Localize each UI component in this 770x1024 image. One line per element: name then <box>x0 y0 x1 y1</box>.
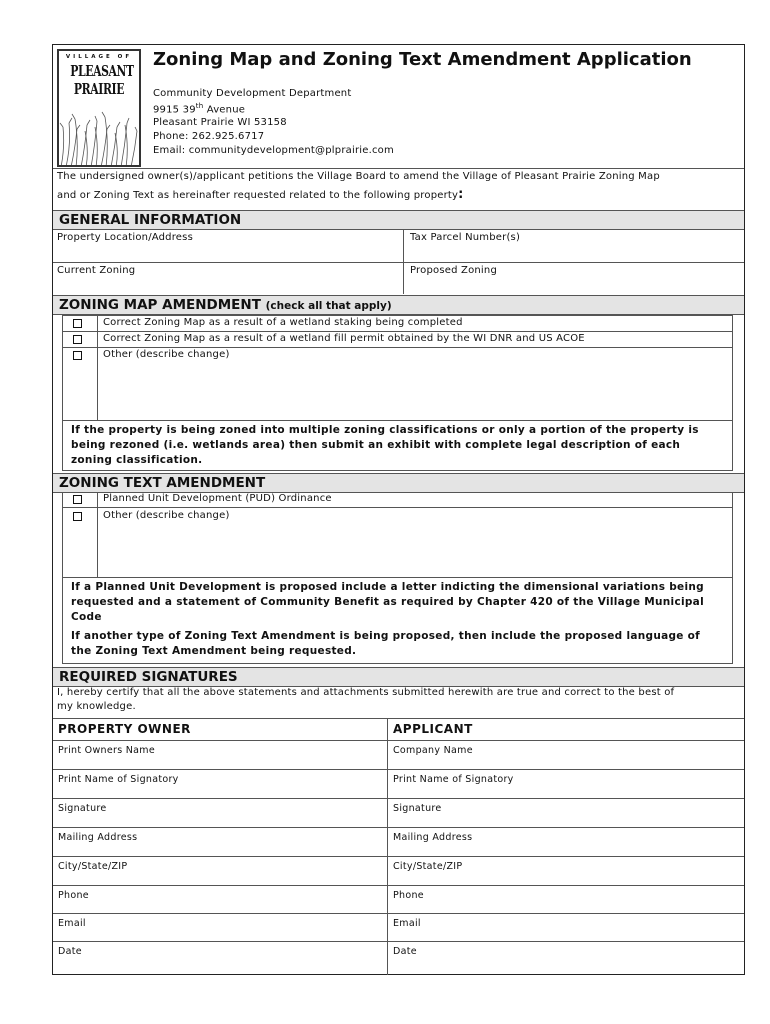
divider <box>53 718 744 719</box>
page-title: Zoning Map and Zoning Text Amendment Application <box>153 49 692 70</box>
text-note1-line-1: If a Planned Unit Development is proposed include a letter indicting the dimensional variations being <box>71 581 704 593</box>
applicant-phone-label: Phone <box>393 890 424 901</box>
map-option-label-2: Correct Zoning Map as a result of a wetland fill permit obtained by the WI DNR and US ACOE <box>103 333 585 344</box>
owner-signatory-field[interactable] <box>53 770 387 798</box>
applicant-email-label: Email <box>393 918 421 929</box>
general-info-heading: GENERAL INFORMATION <box>53 210 744 230</box>
divider <box>63 420 732 421</box>
applicant-city-state-zip-field[interactable] <box>388 857 744 885</box>
owner-email-label: Email <box>58 918 86 929</box>
map-amendment-box <box>62 315 733 471</box>
applicant-company-name-label: Company Name <box>393 745 473 756</box>
certify-line-1: I, hereby certify that all the above statements and attachments submitted herewith are true and correct to the best of <box>57 687 675 698</box>
owner-city-state-zip-label: City/State/ZIP <box>58 861 128 872</box>
map-note-line-2: being rezoned (i.e. wetlands area) then submit an exhibit with complete legal description of each <box>71 439 681 451</box>
owner-print-name-label: Print Owners Name <box>58 745 155 756</box>
logo-village-of: VILLAGE OF <box>65 54 133 60</box>
applicant-company-name-field[interactable] <box>388 741 744 769</box>
applicant-signature-field[interactable] <box>388 799 744 827</box>
text-note2-line-2: the Zoning Text Amendment being requested. <box>71 645 357 657</box>
text-amendment-box <box>62 492 733 664</box>
applicant-signatory-field[interactable] <box>388 770 744 798</box>
map-option-label-1: Correct Zoning Map as a result of a wetland staking being completed <box>103 317 463 328</box>
dept-address-street: 9915 39th Avenue <box>153 102 246 116</box>
text-other-description-field[interactable] <box>98 524 732 576</box>
current-zoning-field[interactable] <box>53 263 403 294</box>
text-option-label-other: Other (describe change) <box>103 510 230 521</box>
applicant-mailing-address-label: Mailing Address <box>393 832 473 843</box>
owner-mailing-address-field[interactable] <box>53 828 387 856</box>
text-note1-line-2: requested and a statement of Community Benefit as required by Chapter 420 of the Village Municipal <box>71 596 704 608</box>
map-option-checkbox-1[interactable] <box>73 319 82 328</box>
map-option-checkbox-2[interactable] <box>73 335 82 344</box>
owner-signature-field[interactable] <box>53 799 387 827</box>
owner-phone-field[interactable] <box>53 886 387 913</box>
owner-heading: PROPERTY OWNER <box>58 722 191 736</box>
applicant-email-field[interactable] <box>388 914 744 941</box>
applicant-date-label: Date <box>393 946 417 957</box>
owner-signature-label: Signature <box>58 803 107 814</box>
dept-phone: Phone: 262.925.6717 <box>153 131 265 142</box>
intro-line-2: and or Zoning Text as hereinafter requested related to the following property: <box>57 187 464 202</box>
divider <box>53 168 744 169</box>
map-amendment-heading: ZONING MAP AMENDMENT (check all that apply) <box>53 295 744 315</box>
owner-email-field[interactable] <box>53 914 387 941</box>
applicant-signature-label: Signature <box>393 803 442 814</box>
applicant-phone-field[interactable] <box>388 886 744 913</box>
owner-phone-label: Phone <box>58 890 89 901</box>
divider <box>63 331 732 332</box>
dept-email: Email: communitydevelopment@plprairie.com <box>153 145 394 156</box>
map-option-checkbox-other[interactable] <box>73 351 82 360</box>
divider <box>63 507 732 508</box>
property-location-label: Property Location/Address <box>57 232 193 243</box>
text-amendment-heading: ZONING TEXT AMENDMENT <box>53 473 744 493</box>
owner-date-field[interactable] <box>53 942 387 974</box>
dept-name: Community Development Department <box>153 88 352 99</box>
village-logo <box>57 49 141 167</box>
dept-address-city: Pleasant Prairie WI 53158 <box>153 117 287 128</box>
text-option-checkbox-other[interactable] <box>73 512 82 521</box>
owner-date-label: Date <box>58 946 82 957</box>
proposed-zoning-label: Proposed Zoning <box>410 265 497 276</box>
owner-city-state-zip-field[interactable] <box>53 857 387 885</box>
applicant-mailing-address-field[interactable] <box>388 828 744 856</box>
text-note1-line-3: Code <box>71 611 102 623</box>
current-zoning-label: Current Zoning <box>57 265 136 276</box>
tax-parcel-field[interactable] <box>404 230 745 262</box>
divider <box>63 347 732 348</box>
logo-pleasant: PLEASANT <box>70 62 134 80</box>
intro-line-1: The undersigned owner(s)/applicant petitions the Village Board to amend the Village of Pleasant Prairie Zoning Map <box>57 171 660 182</box>
application-form <box>52 44 745 975</box>
divider <box>63 577 732 578</box>
map-note-line-1: If the property is being zoned into multiple zoning classifications or only a portion of the property is <box>71 424 699 436</box>
tax-parcel-label: Tax Parcel Number(s) <box>410 232 521 243</box>
text-option-label-pud: Planned Unit Development (PUD) Ordinance <box>103 493 332 504</box>
applicant-date-field[interactable] <box>388 942 744 974</box>
signatures-heading: REQUIRED SIGNATURES <box>53 667 744 687</box>
map-note-line-3: zoning classification. <box>71 454 203 466</box>
owner-signatory-label: Print Name of Signatory <box>58 774 179 785</box>
certify-line-2: my knowledge. <box>57 701 136 712</box>
owner-print-name-field[interactable] <box>53 741 387 769</box>
map-option-label-other: Other (describe change) <box>103 349 230 360</box>
proposed-zoning-field[interactable] <box>404 263 745 294</box>
applicant-city-state-zip-label: City/State/ZIP <box>393 861 463 872</box>
map-other-description-field[interactable] <box>98 363 732 419</box>
owner-mailing-address-label: Mailing Address <box>58 832 138 843</box>
prairie-grass-icon <box>59 107 139 167</box>
applicant-heading: APPLICANT <box>393 722 473 736</box>
property-location-field[interactable] <box>53 230 403 262</box>
text-option-checkbox-pud[interactable] <box>73 495 82 504</box>
logo-prairie: PRAIRIE <box>73 80 125 98</box>
applicant-signatory-label: Print Name of Signatory <box>393 774 514 785</box>
text-note2-line-1: If another type of Zoning Text Amendment is being proposed, then include the proposed language of <box>71 630 701 642</box>
